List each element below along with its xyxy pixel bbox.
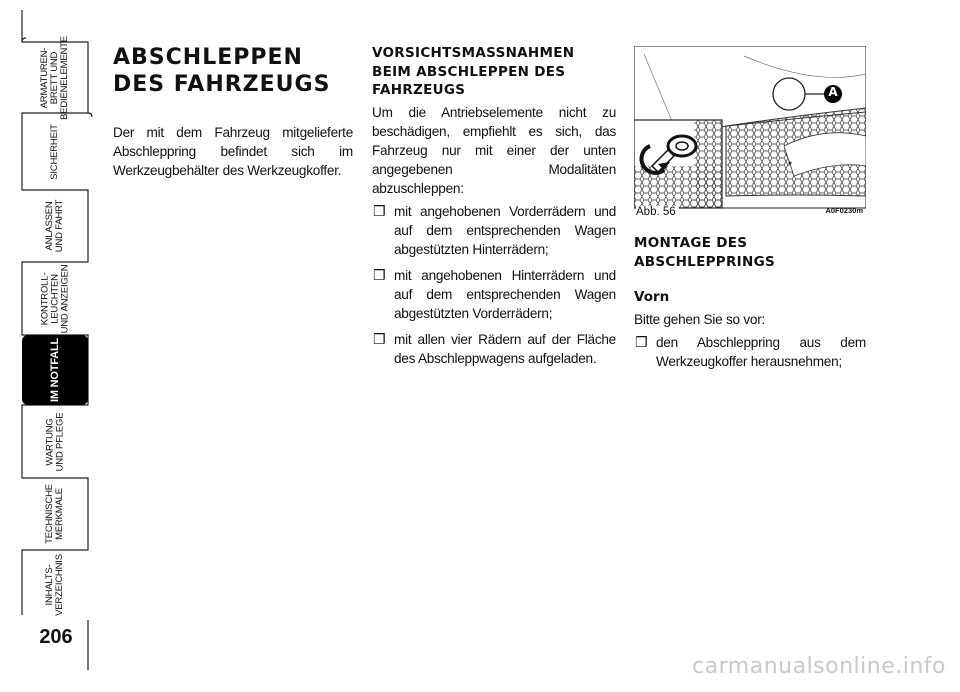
precautions-list xyxy=(372,202,616,368)
tab-kontrollleuchten[interactable] xyxy=(22,262,88,335)
chapter-tab-sidebar xyxy=(0,0,100,692)
section-text: Der mit dem Fahrzeug mitgelieferte Abschleppring befindet sich im Werkzeugbehälter des Werkzeugkoffer. xyxy=(113,125,353,178)
checkbox-bullet-icon: ❒ xyxy=(373,266,386,283)
tab-label: IM NOTFALL xyxy=(49,338,61,402)
column-1 xyxy=(113,44,353,180)
list-item xyxy=(634,333,866,371)
mounting-intro: Bitte gehen Sie so vor: xyxy=(634,312,766,327)
mounting-title: MONTAGE DES ABSCHLEPPRINGS xyxy=(634,235,775,270)
checkbox-bullet-icon: ❒ xyxy=(373,330,386,347)
tab-label: ARMATUREN- BRETT UND BEDIENELEMENTE xyxy=(39,35,70,120)
tab-inhaltsverzeichnis[interactable] xyxy=(22,550,88,620)
column-2 xyxy=(372,44,616,375)
list-item xyxy=(372,330,616,368)
column-3 xyxy=(634,44,866,378)
section-title: ABSCHLEPPEN DES FAHRZEUGS xyxy=(113,45,331,97)
list-item-text: mit allen vier Rädern auf der Fläche des Abschleppwagens aufgeladen. xyxy=(394,331,616,366)
tab-label: SICHERHEIT xyxy=(48,123,60,180)
figure-caption: Abb. 56 xyxy=(636,206,679,218)
list-item-text: mit angehobenen Hinterrädern und auf dem entsprechenden Wagen abgestützten Vorderrädern; xyxy=(394,267,616,321)
tab-wartung[interactable] xyxy=(22,405,88,478)
figure-code: A0F0230m xyxy=(825,206,863,215)
tab-label: INHALTS- VERZEICHNIS xyxy=(43,554,65,616)
tab-label: TECHNISCHE MERKMALE xyxy=(43,484,65,544)
precautions-title: VORSICHTSMASSNAHMEN BEIM ABSCHLEPPEN DES FAHRZEUGS xyxy=(372,45,575,98)
page-number: 206 xyxy=(39,626,73,648)
list-item-text: mit angehobenen Vorderrädern und auf dem entsprechenden Wagen abgestützten Hinterrädern; xyxy=(394,203,616,257)
tab-armaturenbrett[interactable] xyxy=(22,35,88,120)
tab-label: ANLASSEN UND FAHRT xyxy=(43,199,65,253)
tab-anlassen[interactable] xyxy=(22,190,88,262)
callout-label-a: A xyxy=(828,85,838,99)
tab-im-notfall[interactable] xyxy=(22,335,88,405)
tab-label: WARTUNG UND PFLEGE xyxy=(44,412,65,471)
list-item-text: den Abschleppring aus dem Werkzeugkoffer herausnehmen; xyxy=(656,335,866,369)
list-item xyxy=(372,202,616,259)
checkbox-bullet-icon: ❒ xyxy=(635,334,648,350)
front-subheading: Vorn xyxy=(634,289,670,305)
tab-label: KONTROLL- LEUCHTEN UND ANZEIGEN xyxy=(39,264,71,333)
precautions-intro: Um die Antriebselemente nicht zu beschädigen, empfiehlt es sich, das Fahrzeug nur mit einer der unten angegebenen Modalitäten abzuschleppen: xyxy=(372,104,616,196)
watermark: carmanualsonline.info xyxy=(692,654,946,679)
tab-technische-merkmale[interactable] xyxy=(22,478,88,550)
list-item xyxy=(372,266,616,323)
tab-sicherheit[interactable] xyxy=(22,113,88,190)
checkbox-bullet-icon: ❒ xyxy=(373,202,386,219)
mounting-list xyxy=(634,333,866,371)
